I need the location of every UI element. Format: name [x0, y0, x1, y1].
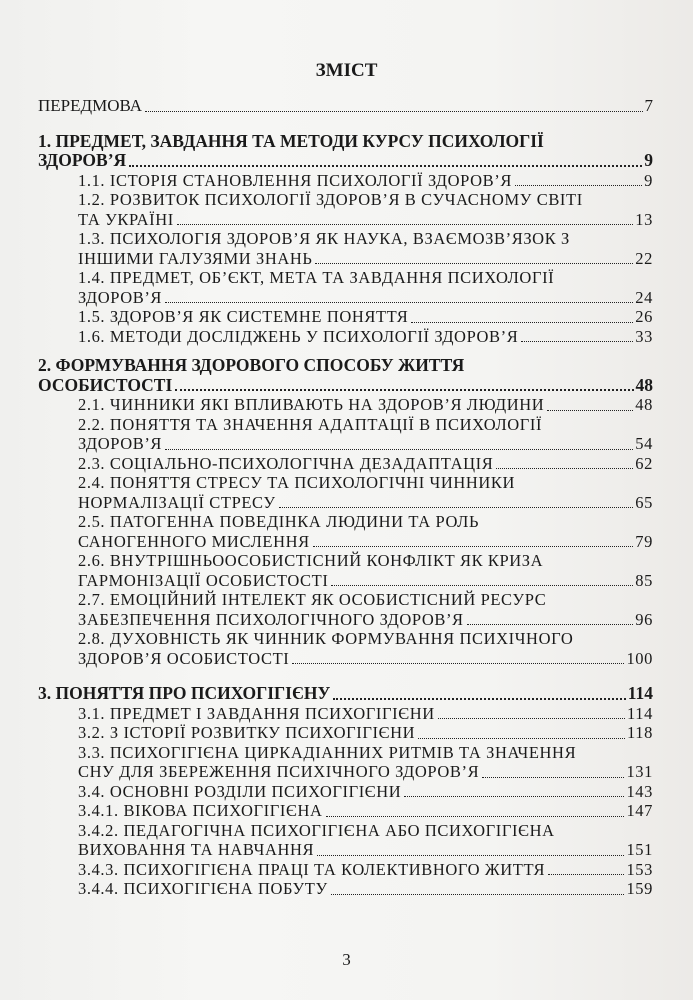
- toc-entry: [38, 743, 653, 782]
- toc-page-number: 85: [635, 570, 653, 590]
- toc-page-number: 13: [635, 209, 653, 229]
- toc-entry-text: 2.7. ЕМОЦІЙНИЙ ІНТЕЛЕКТ ЯК ОСОБИСТІСНИЙ РЕСУРС: [78, 590, 547, 609]
- toc-entry: [38, 473, 653, 512]
- toc-entry: [38, 629, 653, 668]
- toc-page-number: 131: [626, 762, 653, 781]
- toc-entry-text: САНОГЕННОГО МИСЛЕННЯ: [78, 531, 310, 551]
- toc-chapter-1: [38, 132, 653, 171]
- toc-entry-text: 3.2. З ІСТОРІЇ РОЗВИТКУ ПСИХОГІГІЄНИ: [78, 723, 416, 742]
- toc-entry: [38, 229, 653, 268]
- toc-entry: [38, 415, 653, 454]
- toc-entry: [38, 590, 653, 629]
- leader-dots: [326, 815, 625, 817]
- leader-dots: [404, 795, 624, 797]
- toc-entry: [38, 307, 653, 327]
- toc-entry-text: 2.4. ПОНЯТТЯ СТРЕСУ ТА ПСИХОЛОГІЧНІ ЧИННИКИ: [78, 473, 516, 492]
- leader-dots: [177, 223, 633, 225]
- leader-dots: [467, 623, 634, 625]
- toc-page-number: 114: [627, 683, 653, 703]
- toc-entry-text: 3.1. ПРЕДМЕТ І ЗАВДАННЯ ПСИХОГІГІЄНИ: [78, 703, 435, 723]
- toc-entry-text: ГАРМОНІЗАЦІЇ ОСОБИСТОСТІ: [78, 570, 329, 590]
- toc-page-number: 96: [635, 609, 653, 629]
- toc-entry-text: ПЕРЕДМОВА: [38, 96, 143, 115]
- toc-page-number: 48: [635, 395, 653, 414]
- toc-page-number: 48: [635, 374, 653, 395]
- toc-entry-text: ЗДОРОВ’Я ОСОБИСТОСТІ: [78, 648, 290, 668]
- toc-page-number: 62: [635, 453, 653, 473]
- toc-entry: [38, 171, 653, 191]
- toc-entry: [38, 860, 653, 880]
- toc-page-number: 7: [644, 96, 653, 115]
- toc-entry-text: 3.4.3. ПСИХОГІГІЄНА ПРАЦІ ТА КОЛЕКТИВНОГО ЖИТТЯ: [78, 859, 546, 879]
- toc-page-number: 9: [644, 170, 653, 190]
- toc-entry: [38, 782, 653, 802]
- leader-dots: [333, 697, 625, 700]
- toc-entry-text: ВИХОВАННЯ ТА НАВЧАННЯ: [78, 840, 315, 859]
- leader-dots: [165, 301, 633, 303]
- toc-entry-text: 1.3. ПСИХОЛОГІЯ ЗДОРОВ’Я ЯК НАУКА, ВЗАЄМОЗВ’ЯЗОК З: [78, 229, 570, 248]
- toc-entry: [38, 801, 653, 821]
- toc-entry-text: ТА УКРАЇНІ: [78, 209, 174, 229]
- toc-entry: [38, 327, 653, 347]
- leader-dots: [521, 340, 633, 342]
- toc-page-number: 147: [626, 801, 653, 820]
- toc-page-number: 33: [635, 326, 653, 346]
- leader-dots: [496, 467, 633, 469]
- leader-dots: [482, 776, 624, 778]
- toc-entry-text: 2.5. ПАТОГЕННА ПОВЕДІНКА ЛЮДИНИ ТА РОЛЬ: [78, 512, 480, 531]
- toc-page-number: 54: [635, 434, 653, 453]
- leader-dots: [331, 584, 633, 586]
- toc-entry: [38, 190, 653, 229]
- leader-dots: [313, 545, 634, 547]
- toc-chapter-3: [38, 684, 653, 704]
- toc-entry: [38, 512, 653, 551]
- toc-page-number: 65: [635, 492, 653, 512]
- leader-dots: [548, 873, 624, 875]
- toc-entry-text: 1.1. ІСТОРІЯ СТАНОВЛЕННЯ ПСИХОЛОГІЇ ЗДОРОВ’Я: [78, 170, 512, 190]
- toc-entry: [38, 454, 653, 474]
- toc-entry: [38, 723, 653, 743]
- toc-entry-text: ІНШИМИ ГАЛУЗЯМИ ЗНАНЬ: [78, 248, 313, 268]
- table-of-contents: [38, 96, 653, 899]
- toc-entry-text: 1. ПРЕДМЕТ, ЗАВДАННЯ ТА МЕТОДИ КУРСУ ПСИХОЛОГІЇ: [38, 130, 544, 151]
- toc-chapter-2: [38, 356, 653, 395]
- leader-dots: [547, 409, 633, 411]
- leader-dots: [165, 448, 633, 450]
- toc-entry-text: 3.4. ОСНОВНІ РОЗДІЛИ ПСИХОГІГІЄНИ: [78, 781, 402, 801]
- toc-page-number: 143: [626, 781, 653, 801]
- toc-entry-text: СНУ ДЛЯ ЗБЕРЕЖЕННЯ ПСИХІЧНОГО ЗДОРОВ’Я: [78, 762, 480, 781]
- toc-entry-text: ЗДОРОВ’Я: [38, 150, 127, 170]
- leader-dots: [315, 262, 633, 264]
- toc-entry: [38, 704, 653, 724]
- leader-dots: [418, 737, 625, 739]
- toc-entry: [38, 268, 653, 307]
- toc-entry-text: 1.6. МЕТОДИ ДОСЛІДЖЕНЬ У ПСИХОЛОГІЇ ЗДОРОВ’Я: [78, 326, 519, 346]
- toc-entry: [38, 395, 653, 415]
- leader-dots: [411, 321, 633, 323]
- toc-page-number: 22: [635, 248, 653, 268]
- toc-entry-text: 3. ПОНЯТТЯ ПРО ПСИХОГІГІЄНУ: [38, 683, 331, 703]
- leader-dots: [129, 164, 642, 167]
- toc-page-number: 159: [626, 879, 653, 898]
- toc-page-number: 9: [644, 150, 653, 170]
- toc-page-number: 100: [626, 648, 653, 668]
- toc-entry-text: 1.5. ЗДОРОВ’Я ЯК СИСТЕМНЕ ПОНЯТТЯ: [78, 307, 409, 326]
- toc-entry-text: ОСОБИСТОСТІ: [38, 374, 173, 395]
- leader-dots: [515, 184, 642, 186]
- toc-entry-text: ЗДОРОВ’Я: [78, 434, 163, 453]
- leader-dots: [145, 110, 642, 112]
- toc-page-number: 153: [626, 859, 653, 879]
- leader-dots: [292, 662, 624, 664]
- toc-entry-text: 2.6. ВНУТРІШНЬООСОБИСТІСНИЙ КОНФЛІКТ ЯК КРИЗА: [78, 551, 544, 570]
- toc-page-number: 151: [626, 840, 653, 859]
- toc-entry-foreword: [38, 96, 653, 116]
- toc-entry-text: 3.4.1. ВІКОВА ПСИХОГІГІЄНА: [78, 801, 323, 820]
- toc-page-number: 79: [635, 531, 653, 551]
- page-number: 3: [342, 950, 351, 969]
- toc-page-number: 24: [635, 287, 653, 307]
- toc-page-number: 118: [627, 723, 653, 742]
- toc-entry: [38, 879, 653, 899]
- toc-entry-text: 2.8. ДУХОВНІСТЬ ЯК ЧИННИК ФОРМУВАННЯ ПСИХІЧНОГО: [78, 629, 574, 648]
- toc-entry-text: 2. ФОРМУВАННЯ ЗДОРОВОГО СПОСОБУ ЖИТТЯ: [38, 355, 465, 375]
- toc-page-number: 114: [627, 703, 653, 723]
- toc-entry: [38, 551, 653, 590]
- page-title: ЗМІСТ: [315, 60, 378, 81]
- toc-entry-text: 3.4.2. ПЕДАГОГІЧНА ПСИХОГІГІЄНА АБО ПСИХОГІГІЄНА: [78, 820, 555, 840]
- toc-entry-text: 1.4. ПРЕДМЕТ, ОБ’ЄКТ, МЕТА ТА ЗАВДАННЯ ПСИХОЛОГІЇ: [78, 268, 555, 287]
- leader-dots: [279, 506, 634, 508]
- leader-dots: [331, 893, 625, 895]
- toc-entry-text: ЗДОРОВ’Я: [78, 287, 163, 307]
- toc-entry-text: 2.2. ПОНЯТТЯ ТА ЗНАЧЕННЯ АДАПТАЦІЇ В ПСИХОЛОГІЇ: [78, 414, 543, 434]
- toc-page-number: 26: [635, 307, 653, 326]
- toc-entry-text: НОРМАЛІЗАЦІЇ СТРЕСУ: [78, 492, 276, 512]
- toc-entry-text: 3.4.4. ПСИХОГІГІЄНА ПОБУТУ: [78, 879, 328, 898]
- toc-entry-text: 2.3. СОЦІАЛЬНО-ПСИХОЛОГІЧНА ДЕЗАДАПТАЦІЯ: [78, 453, 494, 473]
- toc-entry-text: 2.1. ЧИННИКИ ЯКІ ВПЛИВАЮТЬ НА ЗДОРОВ’Я ЛЮДИНИ: [78, 395, 545, 414]
- leader-dots: [317, 854, 624, 856]
- toc-entry-text: 1.2. РОЗВИТОК ПСИХОЛОГІЇ ЗДОРОВ’Я В СУЧАСНОМУ СВІТІ: [78, 190, 583, 209]
- leader-dots: [438, 717, 625, 719]
- toc-entry: [38, 821, 653, 860]
- toc-entry-text: ЗАБЕЗПЕЧЕННЯ ПСИХОЛОГІЧНОГО ЗДОРОВ’Я: [78, 609, 464, 629]
- leader-dots: [175, 388, 633, 391]
- toc-entry-text: 3.3. ПСИХОГІГІЄНА ЦИРКАДІАННИХ РИТМІВ ТА ЗНАЧЕННЯ: [78, 742, 577, 762]
